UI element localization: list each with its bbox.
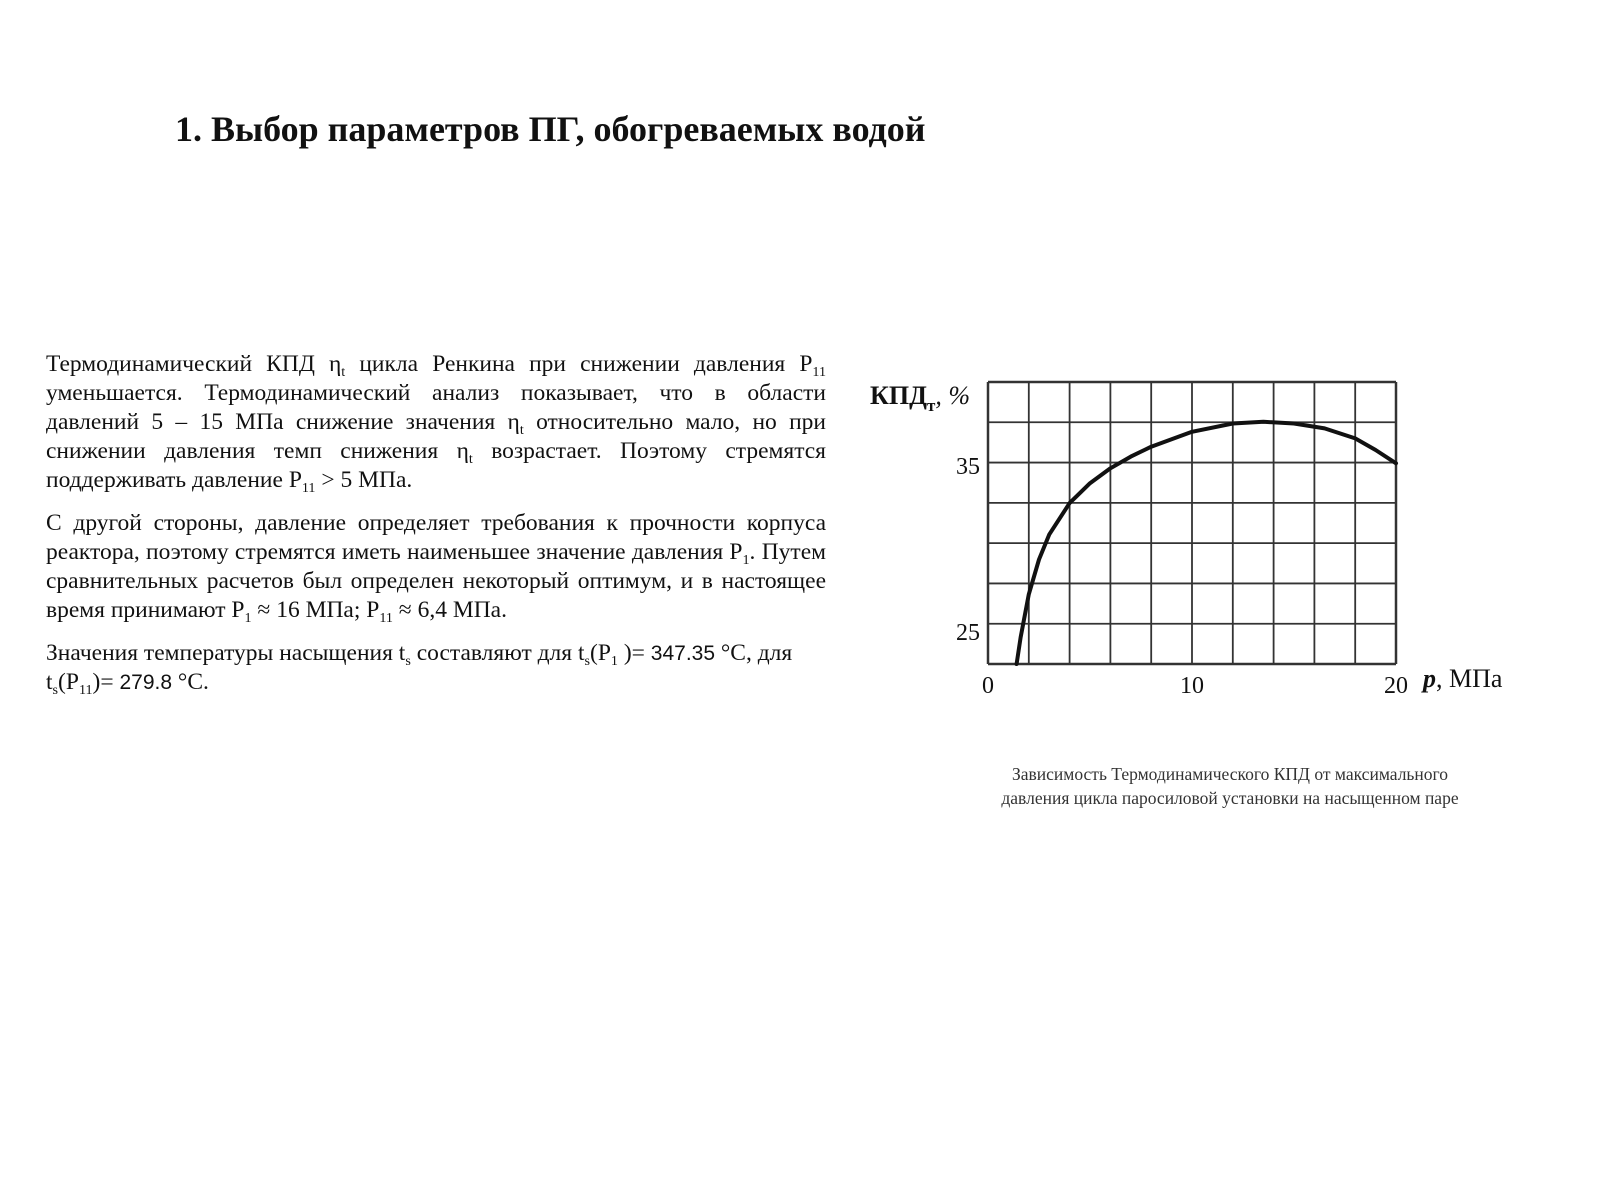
paragraph-saturation: Значения температуры насыщения $t_s$ составляют для $t_s(Р_1$ )= 347.35 °С, для $t_s(Р_{11})= 279.8$ °С. xyxy=(46,640,793,698)
body-text xyxy=(46,350,826,711)
caption-line-2: давления цикла паросиловой установки на насыщенном паре xyxy=(1001,788,1459,808)
paragraph-efficiency: Термодинамический КПД $\eta_t$ цикла Ренкина при снижении давления $Р_{11}$ уменьшается. Термодинамический анализ показывает, что в области давлений 5 – 15 МПа снижение значения $\eta_t$ относительно мало, но при снижении давления темп снижения $\eta_t$ возрастает. Поэтому стремятся поддерживать давление $Р_{11} > 5$ МПа. xyxy=(46,351,826,496)
chart-caption xyxy=(960,762,1500,810)
y-tick-label: 25 xyxy=(956,619,980,646)
caption-line-1: Зависимость Термодинамического КПД от максимального xyxy=(1011,764,1449,784)
x-tick-label: 20 xyxy=(1384,673,1408,699)
chart-ticks xyxy=(956,454,1408,699)
saturation-temp-p11: 279.8 xyxy=(119,671,173,694)
x-axis-label: p, МПа xyxy=(1423,664,1503,693)
page-title: 1. Выбор параметров ПГ, обогреваемых водой xyxy=(175,109,926,149)
saturation-temp-p1: 347.35 xyxy=(650,642,716,665)
paragraph-strength: С другой стороны, давление определяет требования к прочности корпуса реактора, поэтому стремятся иметь наименьшее значение давления $Р_1$. Путем сравнительных расчетов был определен некоторый оптимум, и в настоящее время принимают $Р_1 \approx 16$ МПа; $Р_{11} \approx 6,4$ МПа. xyxy=(46,510,826,626)
y-axis-label: $КПД_т$, % xyxy=(870,381,970,415)
x-tick-label: 0 xyxy=(982,673,994,699)
efficiency-chart xyxy=(870,370,1550,710)
x-tick-label: 10 xyxy=(1180,673,1204,699)
chart-grid xyxy=(988,382,1396,664)
y-tick-label: 35 xyxy=(956,453,980,480)
